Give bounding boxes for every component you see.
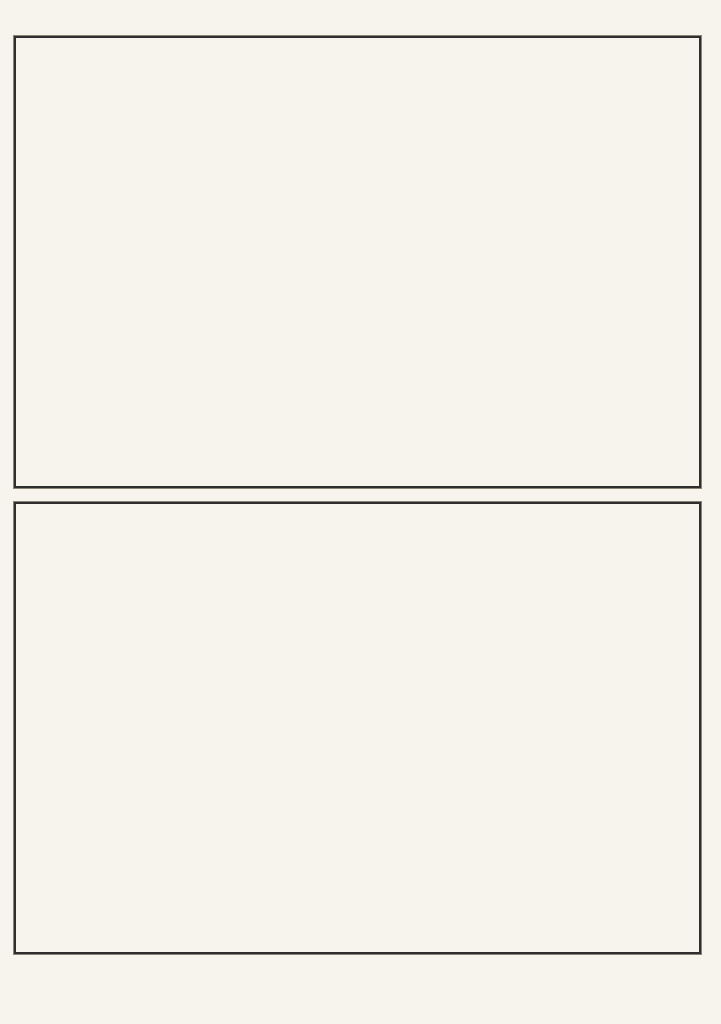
roster-table-bottom	[14, 502, 701, 954]
roster-table-top	[14, 36, 701, 488]
